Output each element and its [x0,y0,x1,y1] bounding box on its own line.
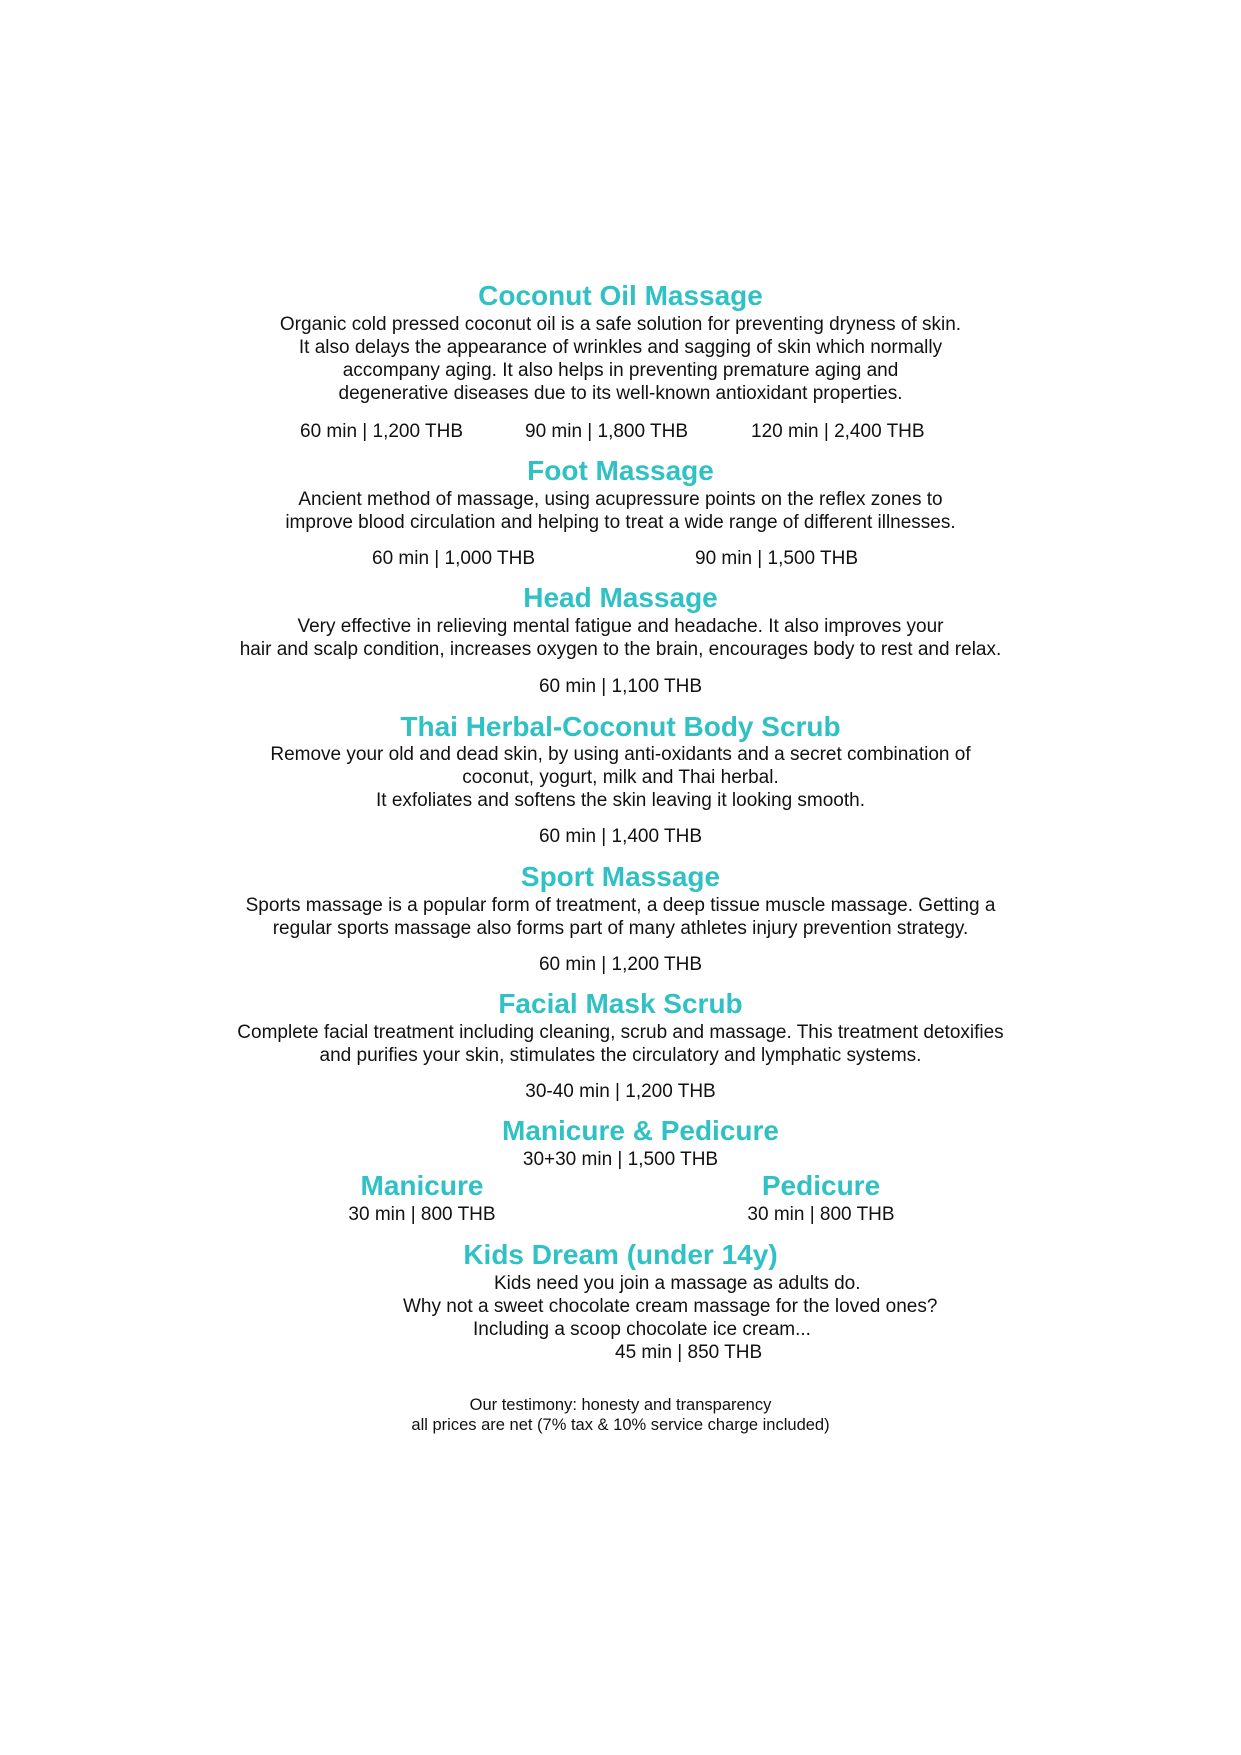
kids-dream-line-3: Including a scoop chocolate ice cream... [473,1319,811,1340]
foot-price-60: 60 min | 1,000 THB [372,548,536,569]
facial-mask-scrub-description [0,1021,1241,1067]
head-massage-description [0,615,1241,661]
description-line: Complete facial treatment including cleaning, scrub and massage. This treatment detoxifies [237,1022,1004,1043]
sport-massage-description [0,894,1241,940]
description-line: improve blood circulation and helping to treat a wide range of different illnesses. [285,512,956,533]
head-massage-title: Head Massage [523,582,718,613]
description-line: Remove your old and dead skin, by using anti-oxidants and a secret combination of [270,744,971,765]
facial-price: 30-40 min | 1,200 THB [525,1081,716,1102]
coconut-oil-massage-description [0,313,1241,405]
description-line: Very effective in relieving mental fatigue and headache. It also improves your [297,616,944,637]
kids-dream-price: 45 min | 850 THB [615,1342,763,1363]
description-line: Sports massage is a popular form of treatment, a deep tissue muscle massage. Getting a [245,895,996,916]
kids-dream-line-1: Kids need you join a massage as adults do. [494,1273,861,1294]
description-line: hair and scalp condition, increases oxygen to the brain, encourages body to rest and relax. [239,639,1002,660]
facial-mask-scrub-title: Facial Mask Scrub [498,988,743,1019]
manicure-pedicure-price: 30+30 min | 1,500 THB [522,1149,719,1170]
manicure-price: 30 min | 800 THB [348,1204,496,1225]
body-scrub-title: Thai Herbal-Coconut Body Scrub [400,711,841,742]
manicure-title: Manicure [360,1170,484,1201]
coconut-price-120: 120 min | 2,400 THB [751,421,925,442]
description-line: degenerative diseases due to its well-known antioxidant properties. [338,383,903,404]
foot-massage-description [0,488,1241,534]
coconut-price-90: 90 min | 1,800 THB [525,421,689,442]
body-scrub-description [0,743,1241,812]
sport-price-60: 60 min | 1,200 THB [538,954,702,975]
description-line: accompany aging. It also helps in preventing premature aging and [342,360,899,381]
description-line: coconut, yogurt, milk and Thai herbal. [462,767,779,788]
head-price-60: 60 min | 1,100 THB [538,676,702,697]
description-line: Ancient method of massage, using acupressure points on the reflex zones to [298,489,943,510]
footer-prices-note: all prices are net (7% tax & 10% service charge included) [411,1416,830,1434]
description-line: Organic cold pressed coconut oil is a safe solution for preventing dryness of skin. [279,314,962,335]
pedicure-title: Pedicure [761,1170,881,1201]
description-line: It also delays the appearance of wrinkles and sagging of skin which normally [298,337,943,358]
footer-testimony: Our testimony: honesty and transparency [469,1396,772,1414]
kids-dream-line-2: Why not a sweet chocolate cream massage for the loved ones? [403,1296,938,1317]
description-line: It exfoliates and softens the skin leaving it looking smooth. [376,790,865,811]
foot-price-90: 90 min | 1,500 THB [695,548,859,569]
coconut-price-60: 60 min | 1,200 THB [300,421,464,442]
description-line: regular sports massage also forms part of many athletes injury prevention strategy. [272,918,969,939]
body-scrub-price-60: 60 min | 1,400 THB [538,826,702,847]
foot-massage-title: Foot Massage [527,455,714,486]
manicure-pedicure-title: Manicure & Pedicure [502,1115,779,1146]
coconut-oil-massage-title: Coconut Oil Massage [478,280,763,311]
sport-massage-title: Sport Massage [520,861,721,892]
kids-dream-title: Kids Dream (under 14y) [463,1239,778,1270]
pedicure-price: 30 min | 800 THB [747,1204,895,1225]
description-line: and purifies your skin, stimulates the circulatory and lymphatic systems. [319,1045,922,1066]
